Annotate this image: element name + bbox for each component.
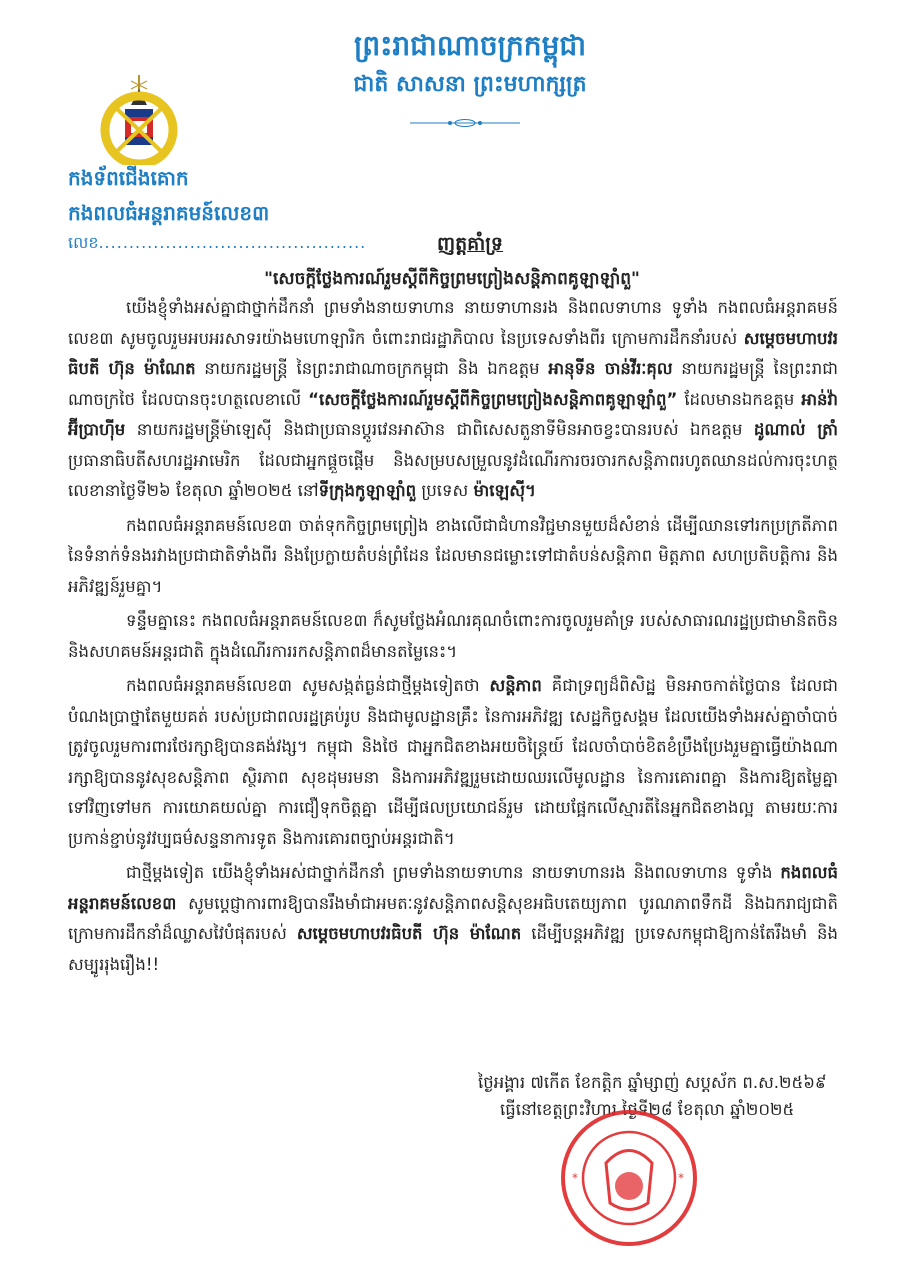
paragraph-text: ដែលមានឯកឧត្តម (677, 389, 802, 409)
official-seal-stamp-icon (558, 1108, 700, 1248)
paragraph-text: ដើម្បីបន្តអភិវឌ្ឍ ប្រទេសកម្ពុជាឱ្យកាន់តែរឹងមាំ និងសម្បូររុងរឿង!! (68, 924, 838, 974)
reference-dots: ............................................ (98, 233, 367, 252)
body-paragraph (68, 293, 838, 507)
reference-label: លេខ (68, 233, 99, 252)
body-paragraph (68, 671, 838, 854)
paragraph-text: កងពលធំអន្តរាគមន៍លេខ៣ ចាត់ទុកកិច្ចព្រមព្រៀង ខាងលើជាជំហានវិជ្ជមានមួយដ៏សំខាន់ ដើម្បីឈានទៅរកប្រក្រតីភាព នៃទំនាក់ទំនងរវាងប្រជាជាតិទាំងពីរ និងប្រែក្លាយតំបន់ព្រំដែន ដែលមានជម្លោះទៅជាតំបន់សន្តិភាព មិត្តភាព សហប្រតិបត្តិការ និងអភិវឌ្ឍន៍រួមគ្នា។ (68, 515, 838, 596)
kingdom-heading: ព្រះរាជាណាចក្រកម្ពុជា (353, 29, 586, 62)
ornament-divider-icon (410, 118, 520, 128)
emphasized-text: អាន់វ៉ា អ៊ីប្រាហ៊ីម (68, 389, 838, 439)
paragraph-text: កងពលធំអន្តរាគមន៍លេខ៣ សូមសង្កត់ធ្ងន់ជាថ្មីម្តងទៀតថា (126, 676, 490, 695)
svg-text:*: * (678, 1171, 684, 1185)
paragraph-text: នាយករដ្ឋមន្ត្រី នៃព្រះរាជាណាចក្រថៃ ដែលបានចុះហត្ថលេខាលើ (68, 359, 838, 409)
svg-text:*: * (572, 1171, 578, 1185)
army-emblem-icon (95, 75, 183, 165)
emphasized-text: សន្តិភាព (489, 676, 542, 695)
document-subtitle: "សេចក្តីថ្លែងការណ៍រួមស្តីពីកិច្ចព្រមព្រៀងសន្តិភាពគូឡាឡាំពួ" (264, 269, 640, 289)
emphasized-text: សម្តេចមហាបវរធិបតី ហ៊ុន ម៉ាណែត (68, 328, 838, 378)
paragraph-text: ប្រធានាធិបតីសហរដ្ឋអាមេរិក ដែលជាអ្នកផ្តួចផ្តើម និងសម្របសម្រួលនូវដំណើរការចរចារកសន្តិភាពរហូតឈានដល់ការចុះហត្ថលេខានាថ្ងៃទី២៦ ខែតុលា ឆ្នាំ២០២៥ នៅ (68, 450, 838, 500)
paragraph-text: ប្រទេស (416, 481, 474, 500)
emphasized-text: ទីក្រុងកូឡាឡាំពួ (318, 481, 417, 500)
national-motto: ជាតិ សាសនា ព្រះមហាក្សត្រ (353, 72, 587, 97)
army-branch-name: កងទ័ពជើងគោក (68, 166, 189, 190)
paragraph-text: ទន្ទឹមគ្នានេះ កងពលធំអន្តរាគមន៍លេខ៣ ក៏សូមថ្លែងអំណរគុណចំពោះការចូលរួមគាំទ្រ របស់សាធារណរដ្ឋប្រជាមានិតចិន និងសហគមន៍អន្តរជាតិ ក្នុងដំណើរការរកសន្តិភាពដ៏មានតម្លៃនេះ។ (68, 611, 838, 661)
body-paragraph (68, 606, 838, 667)
body-paragraph (68, 858, 838, 980)
emphasized-text: ដូណាល់ ត្រាំ (753, 420, 838, 439)
lunar-date: ថ្ងៃអង្គារ ៧កើត ខែកត្តិក ឆ្នាំម្សាញ់ សប្តស័ក ព.ស.២៥៦៩ (478, 1073, 827, 1092)
paragraph-text: ជាថ្មីម្តងទៀត យើងខ្ញុំទាំងអស់ជាថ្នាក់ដឹកនាំ ព្រមទាំងនាយទាហាន នាយទាហានរង និងពលទាហាន ទូទាំង (126, 863, 781, 882)
paragraph-text: សូមប្តេជ្ញាការពារឱ្យបានរឹងមាំជាអមតៈនូវសន្តិភាពសន្តិសុខអធិបតេយ្យភាព បូរណភាពទឹកដី និងឯករាជ្យជាតិ ក្រោមការដឹកនាំដ៏ឈ្លាសវៃបំផុតរបស់ (68, 893, 838, 943)
paragraph-text: គឺជាទ្រព្យដ៏ពិសិដ្ឋ មិនអាចកាត់ថ្លៃបាន ដែលជាបំណងប្រាថ្នាតែមួយគត់ របស់ប្រជាពលរដ្ឋគ្រប់រូប និងជាមូលដ្ឋានគ្រឹះ នៃការអភិវឌ្ឍ សេដ្ឋកិច្ចសង្គម ដែលយើងទាំងអស់គ្នាចាំបាច់ត្រូវចូលរួមការពារថែរក្សាឱ្យបានគង់វង្ស។ កម្ពុជា និងថៃ ជាអ្នកជិតខាងអយចិន្ត្រៃយ៍ ដែលចាំបាច់ខិតខំប្រឹងប្រែងរួមគ្នាធ្វើយ៉ាងណារក្សាឱ្យបាននូវសុខសន្តិភាព ស្ថិរភាព សុខដុមរមនា និងការអភិវឌ្ឍរួមដោយឈរលើមូលដ្ឋាន នៃការគោរពគ្នា និងការឱ្យតម្លៃគ្នាទៅវិញទៅមក ការយោគយល់គ្នា ការជឿទុកចិត្តគ្នា ដើម្បីផលប្រយោជន៍រួម ដោយផ្អែកលើស្មារតីនៃអ្នកជិតខាងល្អ តាមរយៈការប្រកាន់ខ្ជាប់នូវវប្បធម៌សន្ទនាការទូត និងការគោរពច្បាប់អន្តរជាតិ។ (68, 676, 839, 848)
place-and-date: ធ្វើនៅខេត្តព្រះវិហារ ថ្ងៃទី២៨ ខែតុលា ឆ្នាំ២០២៥ (500, 1100, 795, 1119)
document-body (68, 293, 838, 984)
document-title: ញត្តគាំទ្រ (437, 233, 503, 255)
body-paragraph (68, 511, 838, 603)
emphasized-text: កងពលធំអន្តរាគមន៍លេខ៣ (68, 863, 838, 913)
paragraph-text: នាយករដ្ឋមន្ត្រី នៃព្រះរាជាណាចក្រកម្ពុជា និង ឯកឧត្តម (195, 359, 549, 378)
division-name: កងពលធំអន្តរាគមន៍លេខ៣ (68, 201, 270, 225)
emphasized-text: “សេចក្តីថ្លែងការណ៍រួមស្តីពីកិច្ចព្រមព្រៀងសន្តិភាពគូឡាឡាំពួ” (308, 389, 678, 409)
emphasized-text: ម៉ាឡេស៊ី។ (473, 481, 536, 500)
paragraph-text: យើងខ្ញុំទាំងអស់គ្នាជាថ្នាក់ដឹកនាំ ព្រមទាំងនាយទាហាន នាយទាហានរង និងពលទាហាន ទូទាំង កងពលធំអន្តរាគមន៍លេខ៣ សូមចូលរួមអបអរសាទរយ៉ាងមហោឡារិក ចំពោះរាជរដ្ឋាភិបាល នៃប្រទេសទាំងពីរ ក្រោមការដឹកនាំរបស់ (68, 298, 838, 348)
emphasized-text: សម្តេចមហាបវរធិបតី ហ៊ុន ម៉ាណែត (296, 924, 522, 943)
emphasized-text: អានុទីន ចាន់វីរៈគុល (548, 359, 673, 378)
paragraph-text: នាយករដ្ឋមន្ត្រីម៉ាឡេស៊ី និងជាប្រធានប្តូរវេនអាស៊ាន ជាពិសេសតួនាទីមិនអាចខ្វះបានរបស់ ឯកឧត្តម (125, 420, 754, 439)
